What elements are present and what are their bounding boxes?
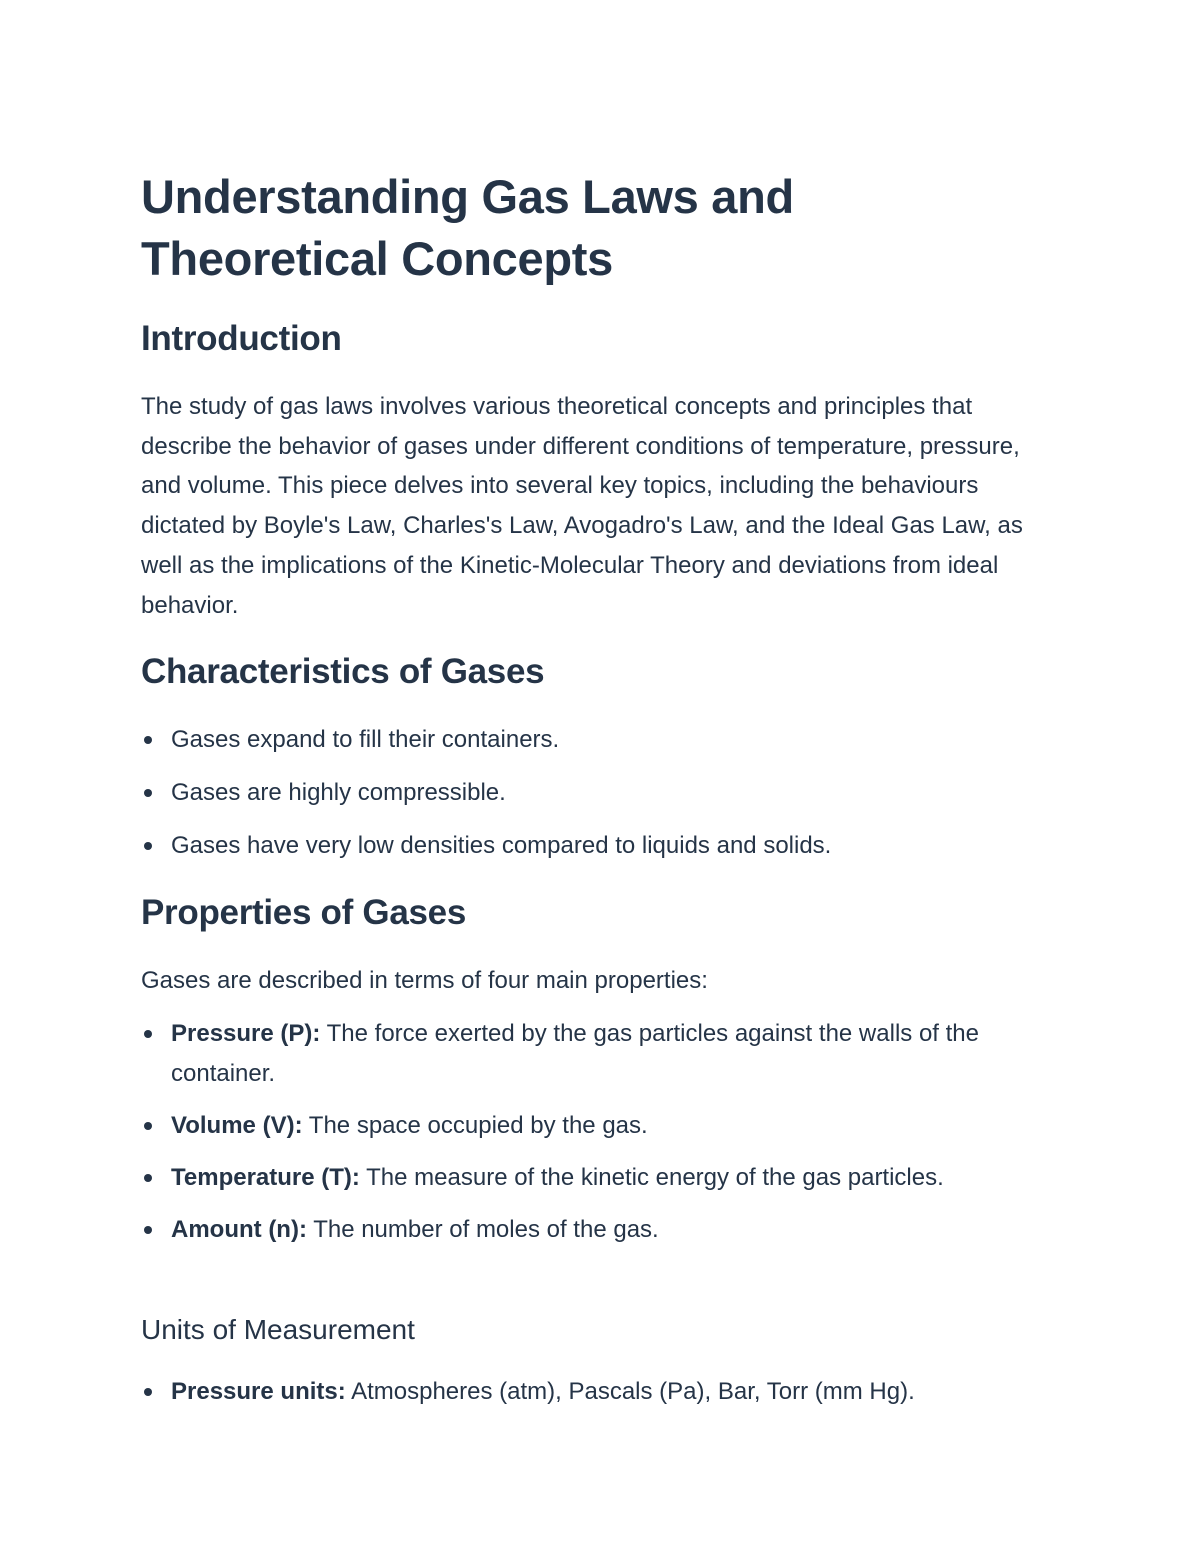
list-item — [141, 1106, 1061, 1146]
introduction-paragraph: The study of gas laws involves various theoretical concepts and principles that describe the behavior of gases under different conditions of temperature, pressure, and volume. This piece delves into several key topics, including the behaviours dictated by Boyle's Law, Charles's Law, Avogadro's Law, and the Ideal Gas Law, as well as the implications of the Kinetic-Molecular Theory and deviations from ideal behavior. — [141, 393, 1023, 619]
properties-intro: Gases are described in terms of four main properties: — [141, 967, 708, 994]
list-item: Gases are highly compressible. — [141, 773, 1061, 813]
units-heading: Units of Measurement — [141, 1314, 415, 1345]
properties-list — [141, 1014, 1061, 1262]
introduction-heading: Introduction — [141, 319, 342, 358]
property-description: The number of moles of the gas. — [306, 1215, 659, 1243]
list-item — [141, 1372, 1061, 1412]
property-term: Volume (V): — [171, 1111, 303, 1139]
unit-description: Atmospheres (atm), Pascals (Pa), Bar, Torr (mm Hg). — [345, 1378, 915, 1405]
list-item — [141, 1210, 1061, 1250]
list-item — [141, 1158, 1061, 1198]
characteristics-list — [141, 720, 1061, 879]
page-title: Understanding Gas Laws and Theoretical Concepts — [141, 170, 794, 285]
characteristics-heading: Characteristics of Gases — [141, 652, 545, 691]
unit-term: Pressure units: — [171, 1378, 346, 1405]
property-description: The space occupied by the gas. — [302, 1111, 648, 1139]
property-description: The force exerted by the gas particles against the walls of the container. — [171, 1020, 979, 1087]
units-list — [141, 1372, 1061, 1412]
property-term: Pressure (P): — [171, 1020, 321, 1047]
properties-heading: Properties of Gases — [141, 893, 466, 932]
list-item: Gases have very low densities compared to liquids and solids. — [141, 826, 1061, 866]
property-term: Temperature (T): — [171, 1163, 360, 1191]
list-item — [141, 1014, 1061, 1093]
property-description: The measure of the kinetic energy of the gas particles. — [359, 1163, 944, 1191]
property-term: Amount (n): — [171, 1215, 307, 1243]
list-item: Gases expand to fill their containers. — [141, 720, 1061, 760]
